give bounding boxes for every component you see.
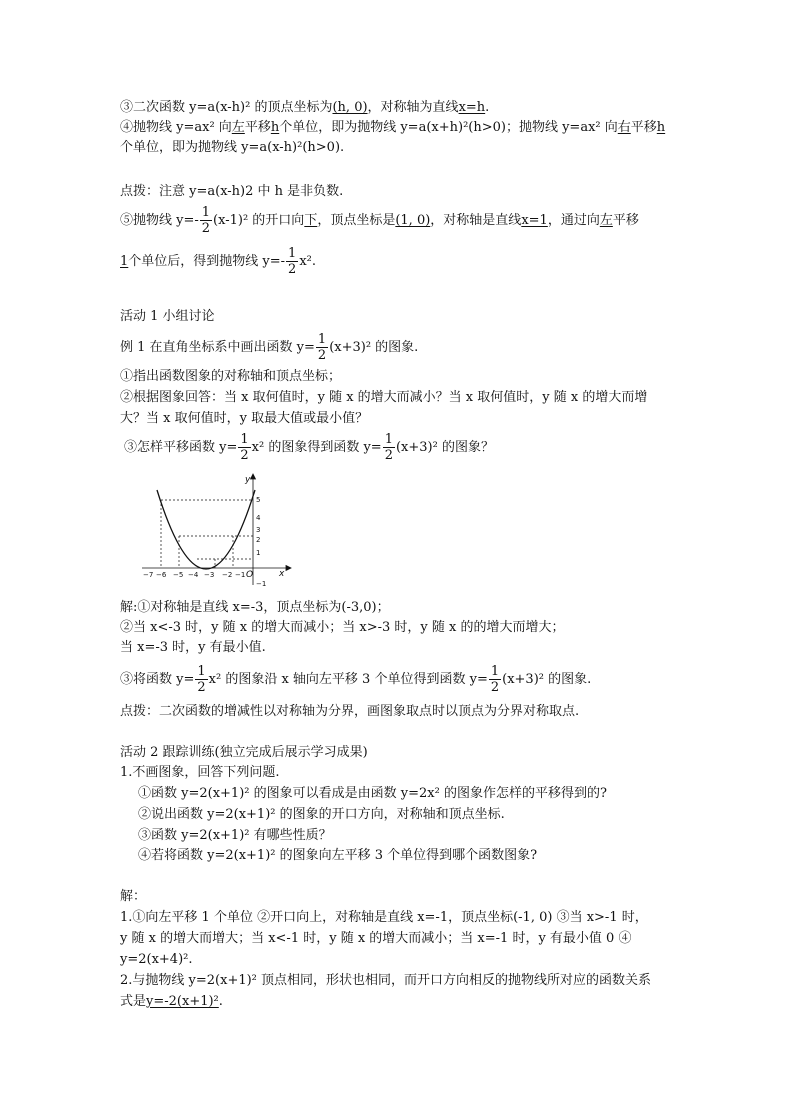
section-heading: 活动 2 跟踪训练(独立完成后展示学习成果) [120, 745, 368, 760]
answer-line: y=2(x+4)². [120, 952, 193, 967]
answer-line: 式是y=-2(x+1)². [120, 994, 223, 1009]
answer-line: y 随 x 的增大而增大；当 x<-1 时，y 随 x 的增大而减小；当 x=-1 时，y 有最小值 0 ④ [120, 931, 632, 946]
text-line: 解:①对称轴是直线 x=-3，顶点坐标为(-3,0)； [120, 600, 390, 615]
question-item: ②说出函数 y=2(x+1)² 的图象的开口方向，对称轴和顶点坐标. [138, 807, 505, 822]
fraction: $\frac{1}{2}$ [197, 664, 206, 695]
x-tick-label: −7 [143, 571, 154, 579]
text-line: ⑤抛物线 y=- $\frac{1}{2}$ (x-1)² 的开口向下，顶点坐标是(1, 0)，对称轴是直线x=1，通过向左平移 [120, 205, 639, 236]
y-axis-arrow [251, 474, 256, 479]
text-line: 当 x=-3 时，y 有最小值. [120, 640, 266, 655]
question-title: 1.不画图象，回答下列问题. [120, 765, 280, 780]
answer-line: 1.①向左平移 1 个单位 ②开口向上，对称轴是直线 x=-1，顶点坐标(-1, 0) ③当 x>-1 时， [120, 910, 648, 925]
x-axis-label: x [279, 569, 285, 579]
x-tick-label: −6 [156, 571, 167, 579]
text-line: ③将函数 y= $\frac{1}{2}$ x² 的图象沿 x 轴向左平移 3 个单位得到函数 y= $\frac{1}{2}$ (x+3)² 的图象. [120, 664, 592, 695]
x-axis-arrow [286, 566, 291, 571]
fraction: $\frac{1}{2}$ [201, 205, 211, 236]
question-item: ①函数 y=2(x+1)² 的图象可以看成是由函数 y=2x² 的图象作怎样的平移得到的? [138, 786, 607, 801]
x-tick-label: −2 [222, 571, 233, 579]
y-tick-label: 2 [256, 536, 261, 544]
x-tick-label: −1 [235, 571, 246, 579]
text-line: 大？当 x 取何值时，y 取最大值或最小值？ [120, 411, 369, 426]
x-tick-label: −4 [188, 571, 199, 579]
origin-label: O [246, 570, 254, 580]
text-line: ①指出函数图象的对称轴和顶点坐标； [120, 369, 342, 384]
y-tick-label: 1 [256, 549, 261, 557]
fraction: $\frac{1}{2}$ [240, 432, 249, 463]
text-line: ③二次函数 y=a(x-h)² 的顶点坐标为(h, 0)，对称轴为直线x=h. [120, 100, 490, 115]
text-line: 1个单位后，得到抛物线 y=- $\frac{1}{2}$ x². [120, 246, 317, 277]
parabola-graph [138, 470, 298, 590]
y-tick-label: −1 [256, 580, 267, 588]
y-tick-label: 3 [256, 526, 261, 534]
question-item: ③函数 y=2(x+1)² 有哪些性质？ [138, 828, 332, 843]
section-heading: 活动 1 小组讨论 [120, 309, 215, 324]
tip-text: 点拨：二次函数的增减性以对称轴为分界，画图象取点时以顶点为分界对称取点. [120, 704, 580, 719]
text-line: ②根据图象回答：当 x 取何值时，y 随 x 的增大而减小？当 x 取何值时，y 随 x 的增大而增 [120, 390, 648, 405]
fraction: $\frac{1}{2}$ [490, 664, 500, 695]
y-tick-label: 4 [256, 514, 261, 522]
text-line: ②当 x<-3 时，y 随 x 的增大而减小；当 x>-3 时，y 随 x 的的增大而增大； [120, 620, 565, 635]
tip-text: 点拨：注意 y=a(x-h)2 中 h 是非负数. [120, 184, 344, 199]
question-item: ④若将函数 y=2(x+1)² 的图象向左平移 3 个单位得到哪个函数图象? [138, 848, 538, 863]
text-line: 个单位，即为抛物线 y=a(x-h)²(h>0). [120, 140, 345, 155]
answer-line: 2.与抛物线 y=2(x+1)² 顶点相同，形状也相同，而开口方向相反的抛物线所对应的函数关系 [120, 973, 652, 988]
text-line: ④抛物线 y=ax² 向左平移h个单位，即为抛物线 y=a(x+h)²(h>0)；抛物线 y=ax² 向右平移h [120, 120, 666, 135]
y-tick-label: 5 [256, 496, 261, 504]
x-tick-label: −5 [173, 571, 184, 579]
fraction: $\frac{1}{2}$ [288, 246, 297, 277]
fraction: $\frac{1}{2}$ [384, 432, 393, 463]
text-line: ③怎样平移函数 y= $\frac{1}{2}$ x² 的图象得到函数 y= $\frac{1}{2}$ (x+3)² 的图象？ [124, 432, 494, 463]
x-tick-label: −3 [204, 571, 215, 579]
text-line: 例 1 在直角坐标系中画出函数 y= $\frac{1}{2}$ (x+3)² 的图象. [120, 332, 419, 363]
answer-heading: 解： [120, 889, 147, 904]
fraction: $\frac{1}{2}$ [317, 332, 327, 363]
y-axis-label: y [245, 475, 251, 485]
parabola-curve [157, 490, 255, 569]
